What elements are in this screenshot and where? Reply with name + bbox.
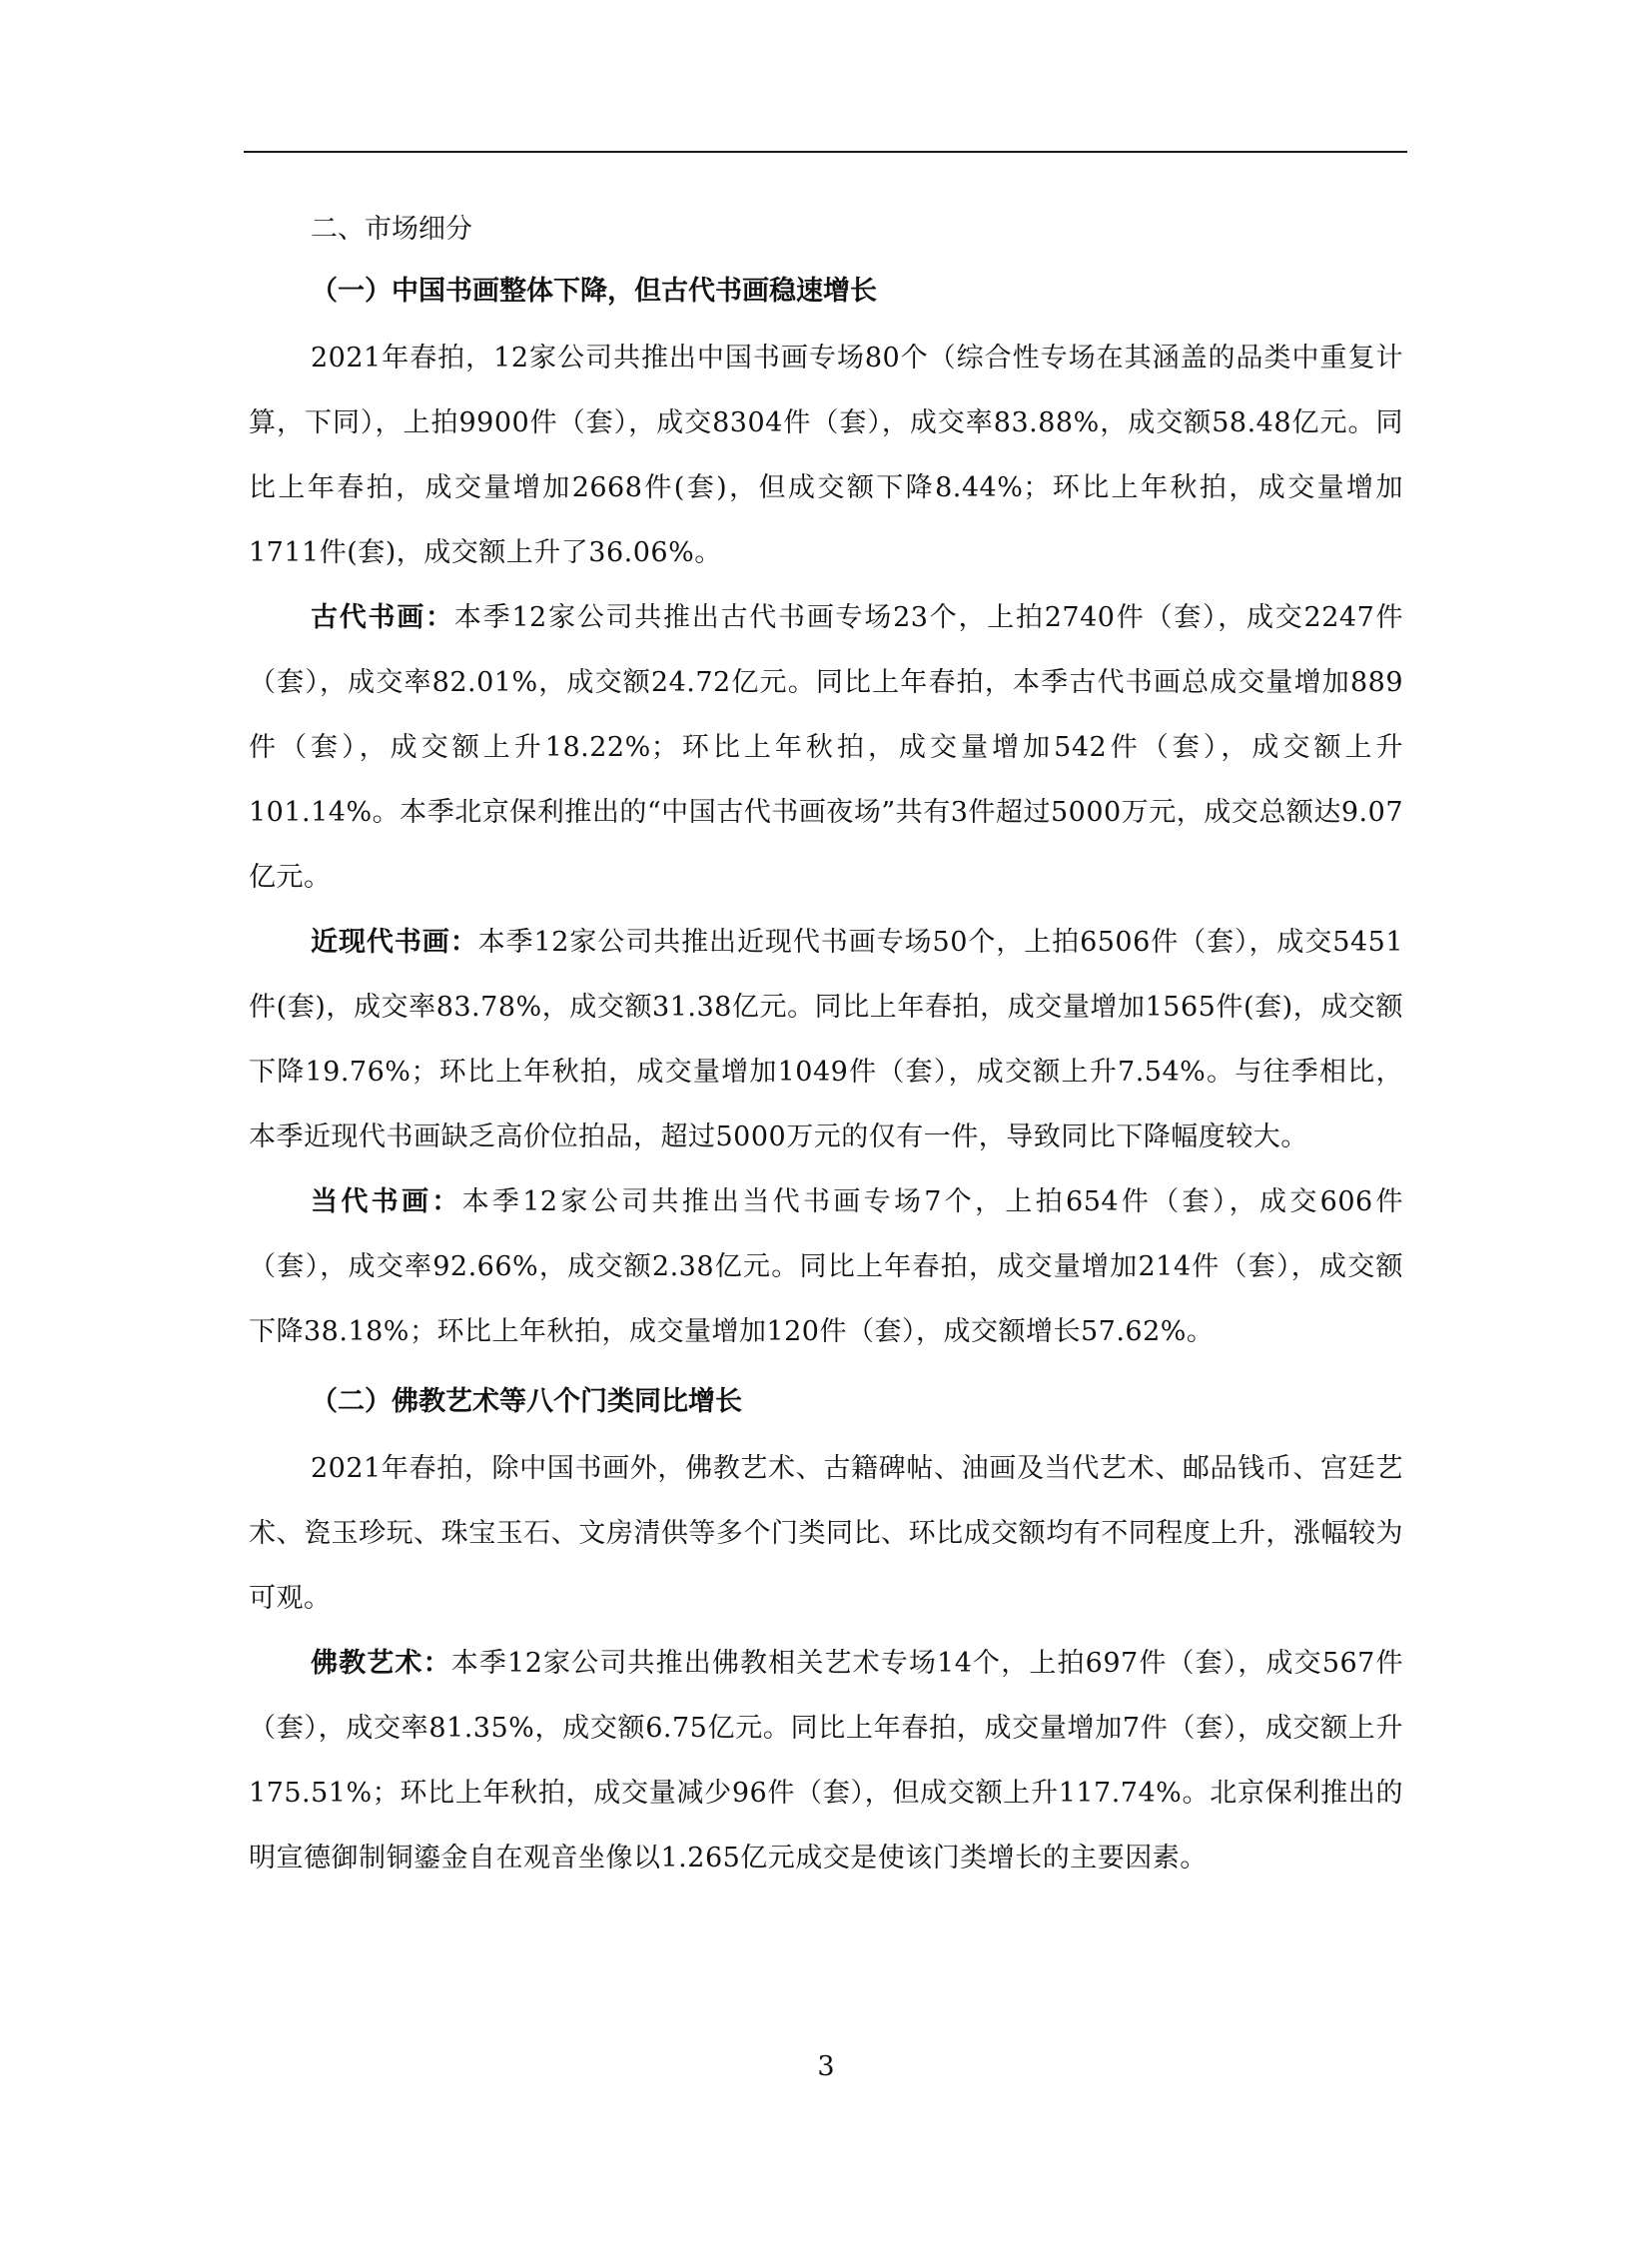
paragraph-buddhist-art bbox=[249, 1631, 1403, 1890]
paragraph-lead: 当代书画： bbox=[311, 1186, 462, 1217]
paragraph-overview-text: 2021年春拍，12家公司共推出中国书画专场80个（综合性专场在其涵盖的品类中重复计算，下同），上拍9900件（套），成交8304件（套），成交率83.88%，成交额58.48亿元。同比上年春拍，成交量增加2668件(套)，但成交额下降8.44%；环比上年秋拍，成交量增加1711件(套)，成交额上升了36.06%。 bbox=[249, 343, 1403, 568]
paragraph-lead: 近现代书画： bbox=[311, 927, 478, 958]
paragraph-lead: 古代书画： bbox=[311, 602, 454, 633]
paragraph-categories bbox=[249, 1436, 1403, 1631]
subsection-title-2: （二）佛教艺术等八个门类同比增长 bbox=[311, 1386, 742, 1417]
paragraph-body: 本季12家公司共推出古代书画专场23个，上拍2740件（套），成交2247件（套），成交率82.01%，成交额24.72亿元。同比上年春拍，本季古代书画总成交量增加889件（套），成交额上升18.22%；环比上年秋拍，成交量增加542件（套），成交额上升101.14%。本季北京保利推出的“中国古代书画夜场”共有3件超过5000万元，成交总额达9.07亿元。 bbox=[249, 602, 1404, 893]
section-title: 二、市场细分 bbox=[311, 214, 472, 245]
paragraph-lead: 佛教艺术： bbox=[311, 1648, 451, 1679]
page-number: 3 bbox=[817, 2051, 835, 2082]
paragraph-ancient-painting bbox=[249, 585, 1403, 910]
header-rule bbox=[244, 151, 1407, 153]
paragraph-body: 本季12家公司共推出当代书画专场7个，上拍654件（套），成交606件（套），成交率92.66%，成交额2.38亿元。同比上年春拍，成交量增加214件（套），成交额下降38.18%；环比上年秋拍，成交量增加120件（套），成交额增长57.62%。 bbox=[249, 1186, 1404, 1347]
paragraph-overview bbox=[249, 326, 1403, 585]
paragraph-body: 本季12家公司共推出佛教相关艺术专场14个，上拍697件（套），成交567件（套），成交率81.35%，成交额6.75亿元。同比上年春拍，成交量增加7件（套），成交额上升175.51%；环比上年秋拍，成交量减少96件（套），但成交额上升117.74%。北京保利推出的明宣德御制铜鎏金自在观音坐像以1.265亿元成交是使该门类增长的主要因素。 bbox=[249, 1648, 1404, 1873]
paragraph-body: 本季12家公司共推出近现代书画专场50个，上拍6506件（套），成交5451件(套)，成交率83.78%，成交额31.38亿元。同比上年春拍，成交量增加1565件(套)，成交额下降19.76%；环比上年秋拍，成交量增加1049件（套），成交额上升7.54%。与往季相比，本季近现代书画缺乏高价位拍品，超过5000万元的仅有一件，导致同比下降幅度较大。 bbox=[249, 927, 1404, 1152]
paragraph-modern-painting bbox=[249, 910, 1403, 1169]
paragraph-contemporary-painting bbox=[249, 1169, 1403, 1364]
subsection-title-1: （一）中国书画整体下降，但古代书画稳速增长 bbox=[311, 276, 877, 307]
document-body bbox=[249, 196, 1403, 1890]
paragraph-body: 2021年春拍，除中国书画外，佛教艺术、古籍碑帖、油画及当代艺术、邮品钱币、宫廷艺术、瓷玉珍玩、珠宝玉石、文房清供等多个门类同比、环比成交额均有不同程度上升，涨幅较为可观。 bbox=[249, 1453, 1403, 1614]
